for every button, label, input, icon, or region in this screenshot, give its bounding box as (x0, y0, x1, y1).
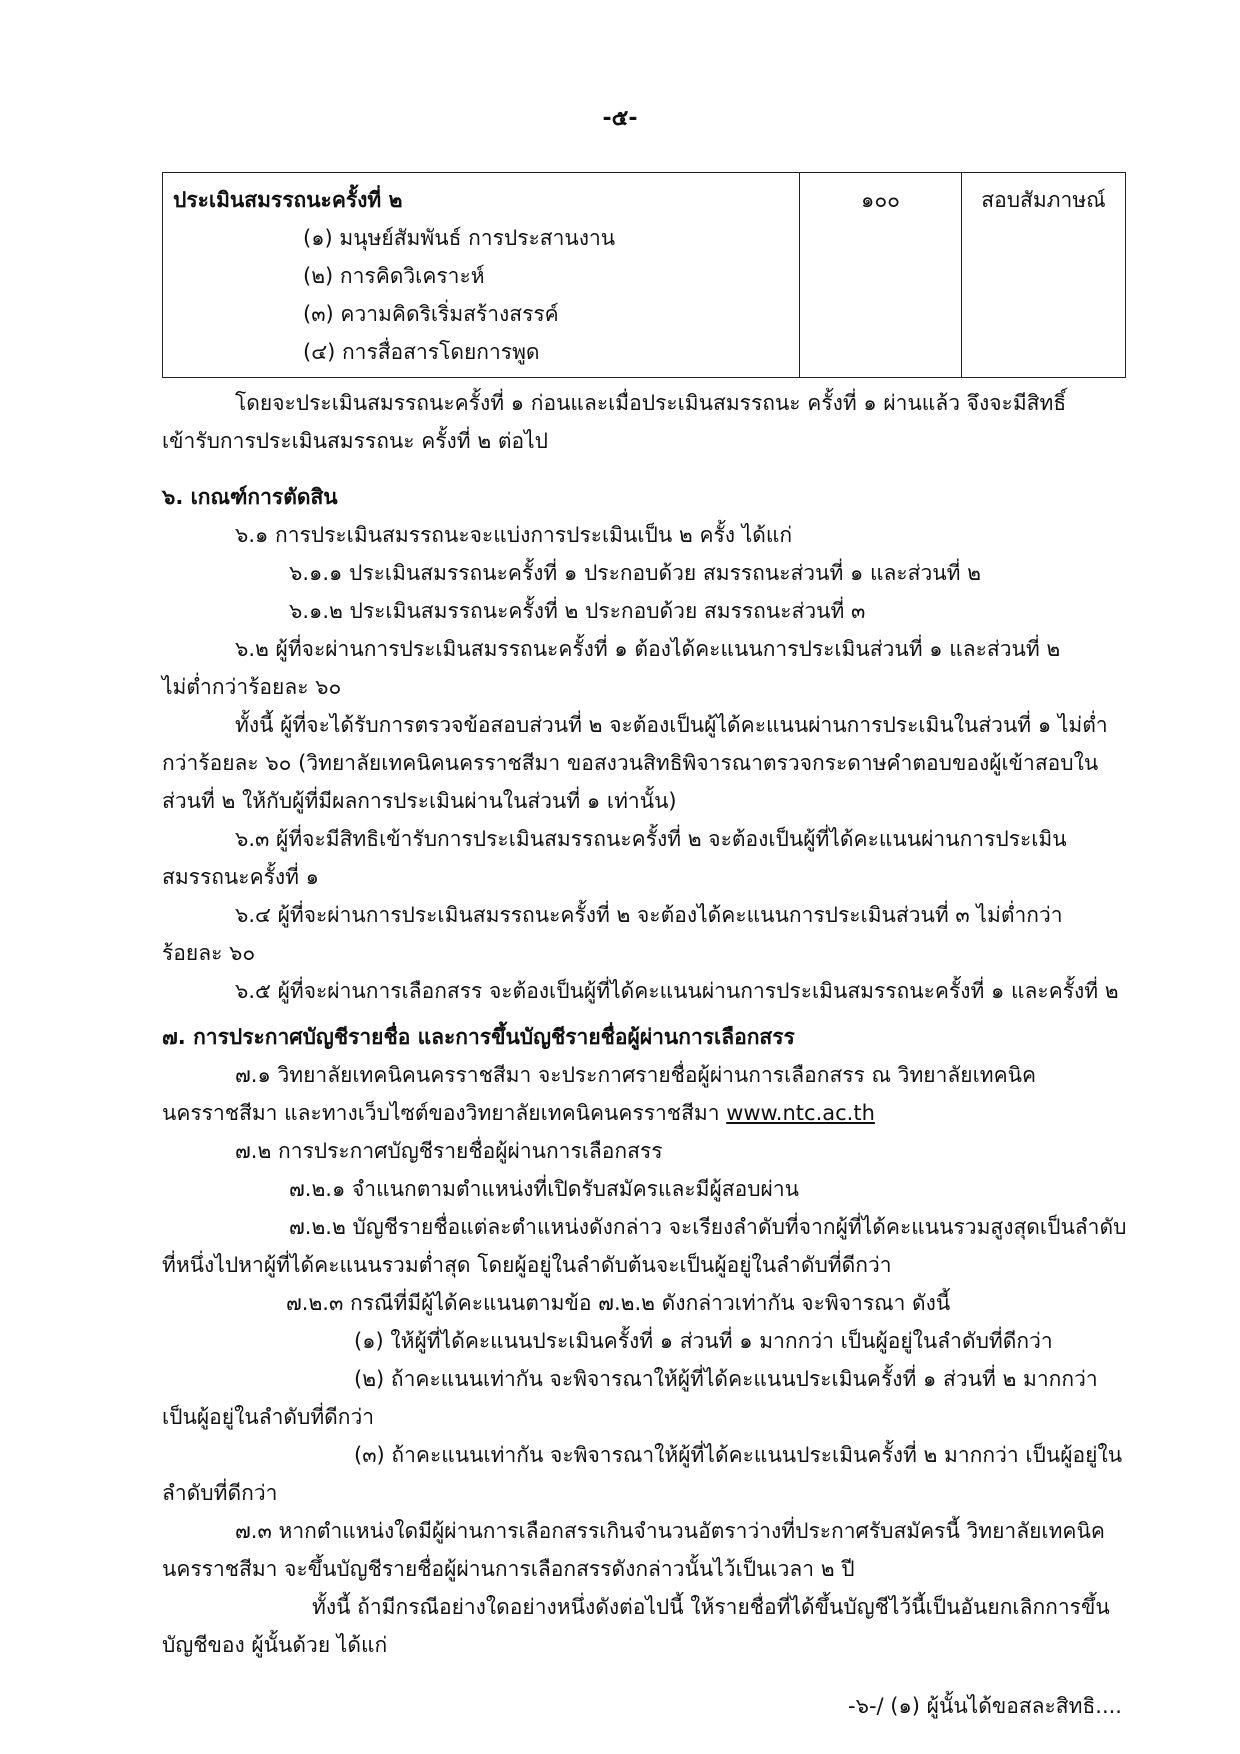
section-7 (162, 1018, 1126, 1664)
text-line: ๖.๔ ผู้ที่จะผ่านการประเมินสมรรถนะครั้งที่ ๒ จะต้องได้คะแนนการประเมินส่วนที่ ๓ ไม่ต่ำกว่า (235, 903, 1063, 927)
competency-table (162, 172, 1126, 378)
text-line: ๗.๒.๒ บัญชีรายชื่อแต่ละตำแหน่งดังกล่าว จะเรียงลำดับที่จากผู้ที่ได้คะแนนรวมสูงสุดเป็นลำดับ (289, 1215, 1127, 1239)
text-line: กว่าร้อยละ ๖๐ (วิทยาลัยเทคนิคนครราชสีมา ขอสงวนสิทธิพิจารณาตรวจกระดาษคำตอบของผู้เข้าสอบใน (162, 751, 1099, 775)
competency-title: ประเมินสมรรถนะครั้งที่ ๒ (173, 188, 403, 212)
competency-cell (163, 173, 800, 378)
text-line: ทั้งนี้ ผู้ที่จะได้รับการตรวจข้อสอบส่วนที่ ๒ จะต้องเป็นผู้ได้คะแนนผ่านการประเมินในส่วนที่ ๑ ไม่ต่ำ (235, 713, 1108, 737)
continuation-footer: -๖-/ (๑) ผู้นั้นได้ขอสละสิทธิ.... (848, 1694, 1122, 1718)
text-line: (๒) ถ้าคะแนนเท่ากัน จะพิจารณาให้ผู้ที่ได้คะแนนประเมินครั้งที่ ๑ ส่วนที่ ๒ มากกว่า (354, 1367, 1098, 1391)
score-cell: ๑๐๐ (800, 173, 962, 378)
text-line: ๗.๒ การประกาศบัญชีรายชื่อผู้ผ่านการเลือกสรร (235, 1139, 663, 1163)
text-line (162, 1094, 1126, 1132)
competency-item: (๒) การคิดวิเคราะห์ (303, 264, 485, 288)
text-line: ๗.๒.๑ จำแนกตามตำแหน่งที่เปิดรับสมัครและมีผู้สอบผ่าน (289, 1177, 800, 1201)
text-line: ลำดับที่ดีกว่า (162, 1481, 278, 1505)
table-row (163, 173, 1126, 378)
text-line: ส่วนที่ ๒ ให้กับผู้ที่มีผลการประเมินผ่านในส่วนที่ ๑ เท่านั้น) (162, 789, 677, 813)
text-line: เป็นผู้อยู่ในลำดับที่ดีกว่า (162, 1405, 375, 1429)
website-link[interactable]: www.ntc.ac.th (726, 1101, 875, 1125)
text-line: ๗.๓ หากตำแหน่งใดมีผู้ผ่านการเลือกสรรเกินจำนวนอัตราว่างที่ประกาศรับสมัครนี้ วิทยาลัยเทคนิค (235, 1519, 1105, 1543)
text-line: สมรรถนะครั้งที่ ๑ (162, 865, 319, 889)
section-6 (162, 478, 1126, 1010)
text-line: ร้อยละ ๖๐ (162, 941, 256, 965)
text-line: นครราชสีมา จะขึ้นบัญชีรายชื่อผู้ผ่านการเลือกสรรดังกล่าวนั้นไว้เป็นเวลา ๒ ปี (162, 1557, 855, 1581)
page-number: -๕- (602, 106, 638, 131)
text-line: เข้ารับการประเมินสมรรถนะ ครั้งที่ ๒ ต่อไป (162, 429, 548, 453)
text-line: ๖.๑ การประเมินสมรรถนะจะแบ่งการประเมินเป็น ๒ ครั้ง ได้แก่ (235, 523, 793, 547)
section-heading: ๗. การประกาศบัญชีรายชื่อ และการขึ้นบัญชีรายชื่อผู้ผ่านการเลือกสรร (162, 1025, 795, 1049)
text-line: โดยจะประเมินสมรรถนะครั้งที่ ๑ ก่อนและเมื่อประเมินสมรรถนะ ครั้งที่ ๑ ผ่านแล้ว จึงจะมีสิทธิ์ (235, 391, 1067, 415)
section-heading: ๖. เกณฑ์การตัดสิน (162, 485, 338, 509)
text-line: ๖.๒ ผู้ที่จะผ่านการประเมินสมรรถนะครั้งที่ ๑ ต้องได้คะแนนการประเมินส่วนที่ ๑ และส่วนที่ ๒ (235, 637, 1061, 661)
competency-item: (๔) การสื่อสารโดยการพูด (303, 340, 540, 364)
text-line: ๖.๓ ผู้ที่จะมีสิทธิเข้ารับการประเมินสมรรถนะครั้งที่ ๒ จะต้องเป็นผู้ที่ได้คะแนนผ่านการประเมิน (235, 827, 1067, 851)
text-line: (๑) ให้ผู้ที่ได้คะแนนประเมินครั้งที่ ๑ ส่วนที่ ๑ มากกว่า เป็นผู้อยู่ในลำดับที่ดีกว่า (354, 1329, 1053, 1353)
text-line: ๖.๕ ผู้ที่จะผ่านการเลือกสรร จะต้องเป็นผู้ที่ได้คะแนนผ่านการประเมินสมรรถนะครั้งที่ ๑ และครั้งที่ ๒ (235, 979, 1119, 1003)
text-line: บัญชีของ ผู้นั้นด้วย ได้แก่ (162, 1633, 388, 1657)
text-line: (๓) ถ้าคะแนนเท่ากัน จะพิจารณาให้ผู้ที่ได้คะแนนประเมินครั้งที่ ๒ มากกว่า เป็นผู้อยู่ใน (354, 1443, 1123, 1467)
method-cell: สอบสัมภาษณ์ (961, 173, 1125, 378)
text-line: ทั้งนี้ ถ้ามีกรณีอย่างใดอย่างหนึ่งดังต่อไปนี้ ให้รายชื่อที่ได้ขึ้นบัญชีไว้นี้เป็นอันยกเลิกการขึ้น (312, 1595, 1110, 1619)
text-span: นครราชสีมา และทางเว็บไซต์ของวิทยาลัยเทคนิคนครราชสีมา (162, 1101, 727, 1125)
text-line: ไม่ต่ำกว่าร้อยละ ๖๐ (162, 675, 342, 699)
text-line: ๗.๑ วิทยาลัยเทคนิคนครราชสีมา จะประกาศรายชื่อผู้ผ่านการเลือกสรร ณ วิทยาลัยเทคนิค (235, 1063, 1037, 1087)
intro-paragraph (162, 384, 1126, 460)
text-line: ที่หนึ่งไปหาผู้ที่ได้คะแนนรวมต่ำสุด โดยผู้อยู่ในลำดับต้นจะเป็นผู้อยู่ในลำดับที่ดีกว่า (162, 1253, 892, 1277)
text-line: ๖.๑.๑ ประเมินสมรรถนะครั้งที่ ๑ ประกอบด้วย สมรรถนะส่วนที่ ๑ และส่วนที่ ๒ (289, 561, 981, 585)
text-line: ๗.๒.๓ กรณีที่มีผู้ได้คะแนนตามข้อ ๗.๒.๒ ดังกล่าวเท่ากัน จะพิจารณา ดังนี้ (286, 1291, 951, 1315)
competency-item: (๑) มนุษย์สัมพันธ์ การประสานงาน (303, 226, 616, 250)
competency-item: (๓) ความคิดริเริ่มสร้างสรรค์ (303, 302, 559, 326)
text-line: ๖.๑.๒ ประเมินสมรรถนะครั้งที่ ๒ ประกอบด้วย สมรรถนะส่วนที่ ๓ (289, 599, 866, 623)
